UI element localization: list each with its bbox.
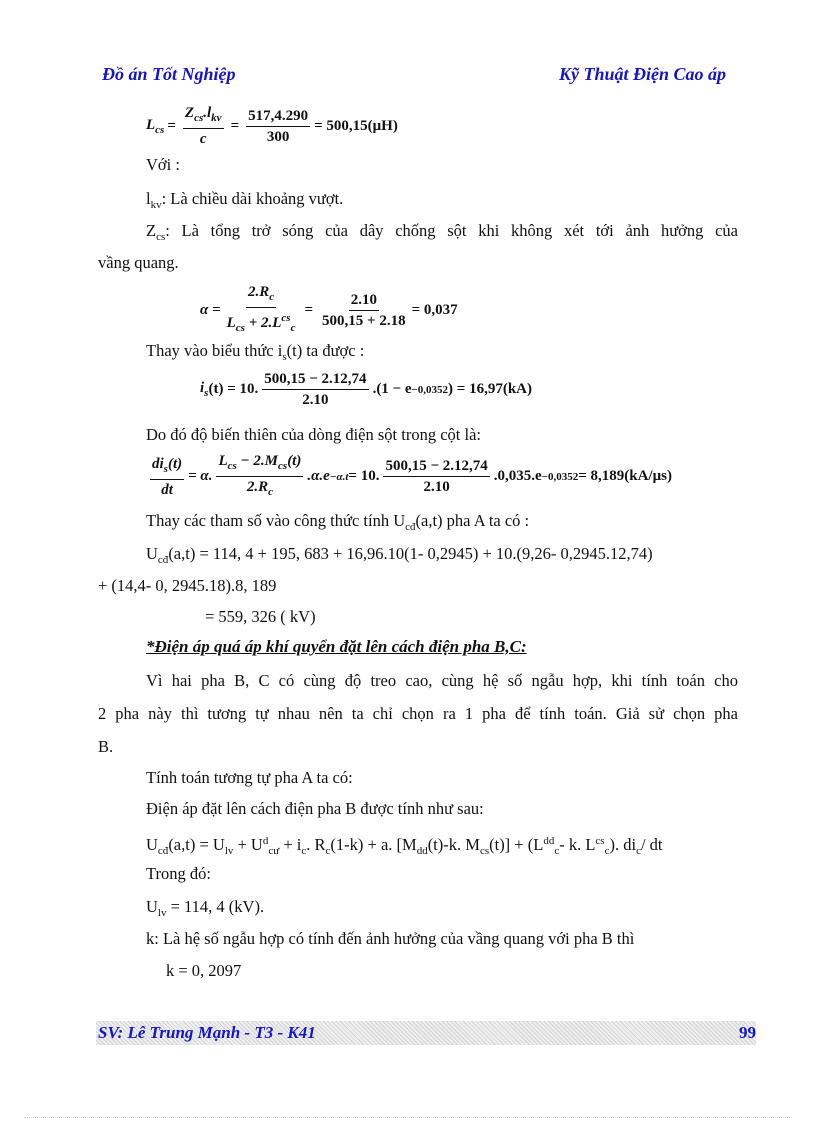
text-ucd-pha-b: $U_{cđ}(a,t) = U_{lv} + U^d_{cư} + i_c$. $R_c(1-k) + a$. [$M_{dd}(t)-k$. $M_{cs}(t)] + (L^{dd}_c-$ k. $L^{cs}_c$). $di_c/$ dt [146, 835, 663, 857]
footer-student: SV: Lê Trung Mạnh - T3 - K41 [98, 1023, 316, 1042]
text-zcs: $Z_{cs}$: Là tổng trở sóng của dây chống sột khi không xét tới ảnh hưởng của [146, 221, 738, 243]
text-ucd-line1: $U_{cđ}(a,t) = 114$, 4 + 195, 683 + 16,96.10(1- 0,2945) + 10.(9,26- 0,2945.12,74) [146, 544, 653, 566]
text-k-value: k = 0, 2097 [166, 961, 242, 980]
header-title-right: Kỹ Thuật Điện Cao áp [558, 64, 726, 84]
page-edge-divider [24, 1117, 792, 1118]
text-thay-vao: Thay vào biểu thức $i_s(t)$ ta được : [146, 341, 365, 363]
text-ulv: $U_{lv} = 114$, 4 (kV). [146, 897, 265, 919]
formula-is: $i_s$ (t) = 10. $\frac{500,15 - 2.12,74}{2.10}$ .(1 − e −0,0352 ) = 16,97(kA) [200, 371, 533, 408]
text-thay-cac: Thay các tham số vào công thức tính $U_{cđ}(a,t)$ pha A ta có : [146, 511, 530, 533]
footer-page-number: 99 [739, 1023, 756, 1042]
text-k-desc: k: Là hệ số ngẫu hợp có tính đến ảnh hưởng của vầng quang với pha B thì [146, 929, 635, 948]
text-do-do: Do đó độ biến thiên của dòng điện sột trong cột là: [146, 425, 481, 444]
text-trong-do: Trong đó: [146, 864, 211, 883]
text-tinh-toan: Tính toán tương tự pha A ta có: [146, 768, 353, 787]
section-title-pha-bc: *Điện áp quá áp khí quyển đặt lên cách điện pha B,C: [146, 637, 527, 656]
text-dien-ap: Điện áp đặt lên cách điện pha B được tính như sau: [146, 799, 484, 818]
text-vi-hai-1: Vì hai pha B, C có cùng độ treo cao, cùng hệ số ngẫu hợp, khi tính toán cho [146, 671, 738, 690]
formula-alpha: α = $\frac{2.R_c}{L_{cs} + 2.L^{cs}_c}$ = $\frac{2.10}{500,15 + 2.18}$ = 0,037 [200, 284, 458, 334]
text-zcs-cont: vầng quang. [98, 253, 179, 272]
header-title-left: Đồ án Tốt Nghiệp [102, 64, 236, 84]
formula-dis-dt: $\frac{di_s(t)}{dt}$ = α. $\frac{L_{cs} - 2.M_{cs}(t)}{2.R_c}$ .α.e −α.t = 10. $\frac{500,15 - 2.12,74}{2.10}$ .0,035.e −0,0352 = 8,189(kA/μs) [152, 453, 672, 498]
text-vi-hai-2: 2 pha này thì tương tự nhau nên ta chỉ chọn ra 1 pha để tính toán. Giả sử chọn pha [98, 704, 738, 723]
text-lkv: $l_{kv}$: Là chiều dài khoảng vượt. [146, 189, 344, 211]
text-vi-hai-3: B. [98, 737, 114, 756]
formula-lcs: $L_{cs}$ = $\frac{Z_{cs}.l_{kv}}{c}$ = $\frac{517,4.290}{300}$ = 500,15(μH) [146, 105, 398, 147]
text-ucd-result: = 559, 326 ( kV) [205, 607, 316, 626]
text-voi: Với : [146, 155, 180, 174]
text-ucd-line2: + (14,4- 0, 2945.18).8, 189 [98, 576, 277, 595]
